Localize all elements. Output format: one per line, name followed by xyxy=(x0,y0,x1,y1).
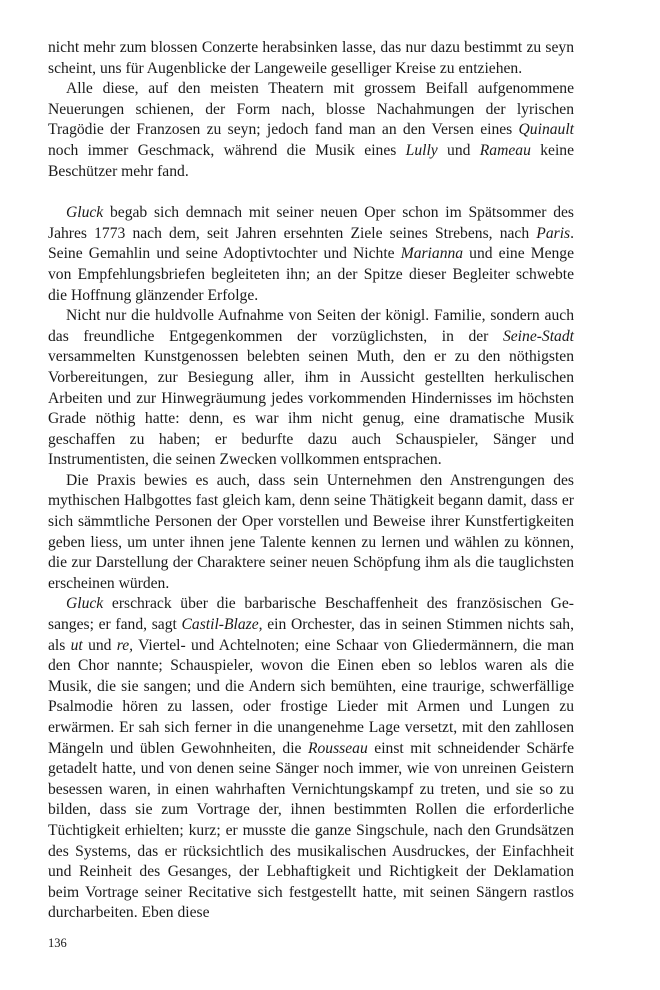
text-run: einst mit schneidender Schärfe getadelt hatte, und von denen seine Sänger noch immer, wie von unreinen Geistern besessen waren, in einen wahrhaften Vernichtungskampf zu treten, und sie so zu bilden, dass sie zum Vortrage der, ihnen bestimmten Rollen die erforderliche Tüchtigkeit erhielten; kurz; er musste die ganze Singschule, nach den Grundsätzen des Systems, das er rücksichtlich des musikalischen Ausdruckes, der Einfachheit und Reinheit des Gesanges, der Lebhaftigkeit und Richtigkeit der Deklamation beim Vortrage seiner Recitative sich festgestellt hatte, mit seinen Sängern rastlos durcharbeiten. Eben diese xyxy=(48,739,574,922)
italic-name: ut xyxy=(70,636,83,654)
italic-name: Paris xyxy=(536,224,571,242)
text-run: erschrack über die barbarische Beschaffenheit des französischen Gesanges; er fand, sagt xyxy=(48,595,574,634)
text-run: ein Orchester, das in seinen Stimmen nichts sah, als xyxy=(48,616,575,654)
text-run: und xyxy=(437,141,480,159)
italic-name: Rameau xyxy=(479,141,531,159)
italic-name: Castil-Blaze, xyxy=(181,616,263,634)
text-run: versammelten Kunstgenossen belebten seinen Muth, den er zu den nöthigsten Vorbereitungen, zur Besiegung aller, ihm in Aussicht gestellten herkulischen Arbeiten und zur Hinwegräumung jedes vorkommenden Hindernisses im höchsten Grade nöthig hatte: denn, es war ihm nicht genug, eine dramatische Musik geschaffen zu haben; er bedurfte dazu auch Schauspieler, Sänger und Instrumentisten, die seinen Zwecken vollkommen entsprachen. xyxy=(48,348,574,469)
text-run: und eine Menge von Empfehlungsbriefen begleiteten ihn; an der Spitze dieser Begleiter schwebte die Hoffnung glänzender Erfolge. xyxy=(48,245,575,304)
text-run: . Seine Gemahlin und seine Adoptivtochter und Nichte xyxy=(48,224,574,263)
italic-name: re, xyxy=(116,636,134,654)
italic-name: Rousseau xyxy=(307,739,368,757)
page-body xyxy=(48,38,574,924)
text-run: Alle diese, auf den meisten Theatern mit grossem Beifall aufgenommene Neuerungen schienen, der Form nach, blosse Nachahmungen der lyrischen Tragödie der Franzosen zu seyn; jedoch fand man an den Versen eines xyxy=(48,80,574,139)
text-run: keine Beschützer mehr fand. xyxy=(48,141,574,180)
section-gap xyxy=(48,182,574,203)
italic-name: Quinault xyxy=(518,121,574,139)
paragraph xyxy=(48,594,574,924)
italic-name: Seine-Stadt xyxy=(502,327,574,345)
italic-name: Gluck xyxy=(66,595,104,613)
italic-name: Marianna xyxy=(400,245,464,263)
text-run: und xyxy=(82,636,117,654)
page-number: 136 xyxy=(48,936,67,950)
text-run: nicht mehr zum blossen Conzerte herabsinken lasse, das nur dazu bestimmt zu seyn scheint, uns für Augenblicke der Langeweile geselliger Kreise zu entziehen. xyxy=(48,39,574,77)
italic-name: Gluck xyxy=(66,204,104,222)
paragraph xyxy=(48,471,574,595)
paragraph xyxy=(48,306,574,471)
text-run: Nicht nur die huldvolle Aufnahme von Seiten der königl. Familie, sondern auch das freundliche Entgegenkommen der vorzüglichsten, in der xyxy=(48,307,574,345)
paragraph xyxy=(48,38,574,79)
text-run: noch immer Geschmack, während die Musik eines xyxy=(48,141,406,159)
text-run: Viertel- und Achtelnoten; eine Schaar von Gliedermännern, die man den Chor nannte; Schauspieler, wovon die Einen eben so leblos waren als die Musik, die sie sangen; und die Andern sich bemühten, eine traurige, schwerfällige Psalmodie hören zu lassen, oder frostige Lieder mit Armen und Lungen zu erwärmen. Er sah sich ferner in die unangenehme Lage versetzt, mit den zahllosen Mängeln und üblen Gewohnheiten, die xyxy=(48,636,575,757)
paragraph xyxy=(48,203,574,306)
paragraph xyxy=(48,79,574,182)
italic-name: Lully xyxy=(405,141,438,159)
text-run: begab sich demnach mit seiner neuen Oper schon im Spätsommer des Jahres 1773 nach dem, seit Jahren ersehnten Ziele seines Strebens, nach xyxy=(48,204,574,242)
text-run: Die Praxis bewies es auch, dass sein Unternehmen den Anstrengungen des mythischen Halbgottes fast gleich kam, denn seine Thätigkeit begann damit, dass er sich sämmtliche Personen der Oper vorstellen und Beweise ihrer Kunstfertigkeiten geben liess, um unter ihnen jene Talente kennen zu lernen und wählen zu können, die zur Darstellung der Charaktere seiner neuen Schöpfung ihm als die tauglichsten erscheinen würden. xyxy=(48,471,574,592)
